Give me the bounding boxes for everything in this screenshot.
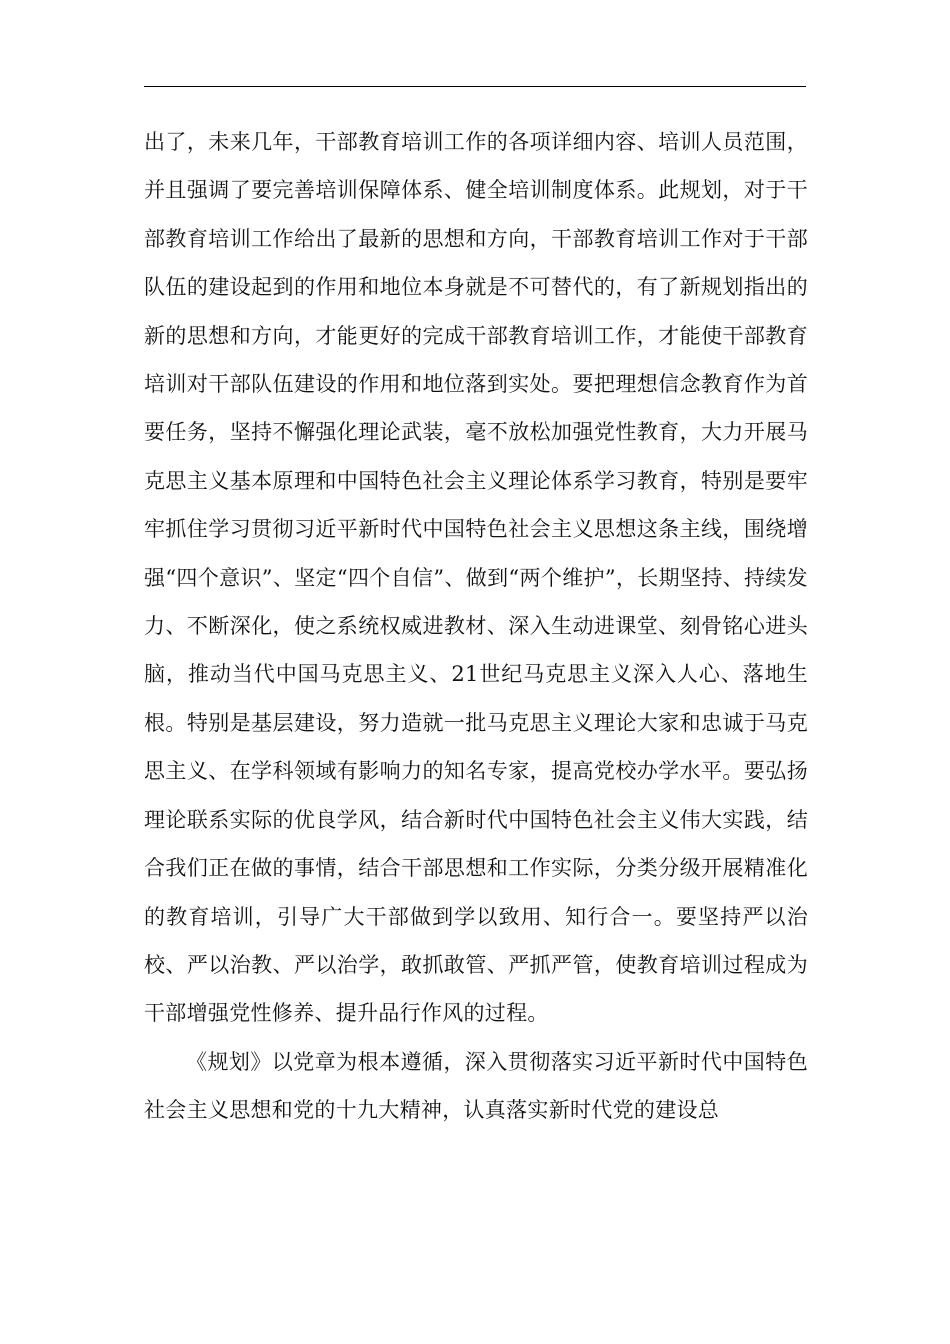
paragraph-guihua: 《规划》以党章为根本遵循，深入贯彻落实习近平新时代中国特色社会主义思想和党的十九大精神，认真落实新时代党的建设总 [144, 1049, 808, 1123]
paragraph-continued: 出了，未来几年，干部教育培训工作的各项详细内容、培训人员范围，并且强调了要完善培训保障体系、健全培训制度体系。此规划，对于干部教育培训工作给出了最新的思想和方向，干部教育培训工作对于干部队伍的建设起到的作用和地位本身就是不可替代的，有了新规划指出的新的思想和方向，才能更好的完成干部教育培训工作，才能使干部教育培训对干部队伍建设的作用和地位落到实处。要把理想信念教育作为首要任务，坚持不懈强化理论武装，毫不放松加强党性教育，大力开展马克思主义基本原理和中国特色社会主义理论体系学习教育，特别是要牢牢抓住学习贯彻习近平新时代中国特色社会主义思想这条主线，围绕增强“四个意识”、坚定“四个自信”、做到“两个维护”，长期坚持、持续发力、不断深化，使之系统权威进教材、深入生动进课堂、刻骨铭心进头脑，推动当代中国马克思主义、21世纪马克思主义深入人心、落地生根。特别是基层建设，努力造就一批马克思主义理论大家和忠诚于马克思主义、在学科领域有影响力的知名专家，提高党校办学水平。要弘扬理论联系实际的优良学风，结合新时代中国特色社会主义伟大实践，结合我们正在做的事情，结合干部思想和工作实际，分类分级开展精准化的教育培训，引导广大干部做到学以致用、知行合一。要坚持严以治校、严以治教、严以治学，敢抓敢管、严抓严管，使教育培训过程成为干部增强党性修养、提升品行作风的过程。 [144, 130, 808, 1026]
document-body [144, 118, 808, 1135]
header-rule [144, 86, 806, 87]
